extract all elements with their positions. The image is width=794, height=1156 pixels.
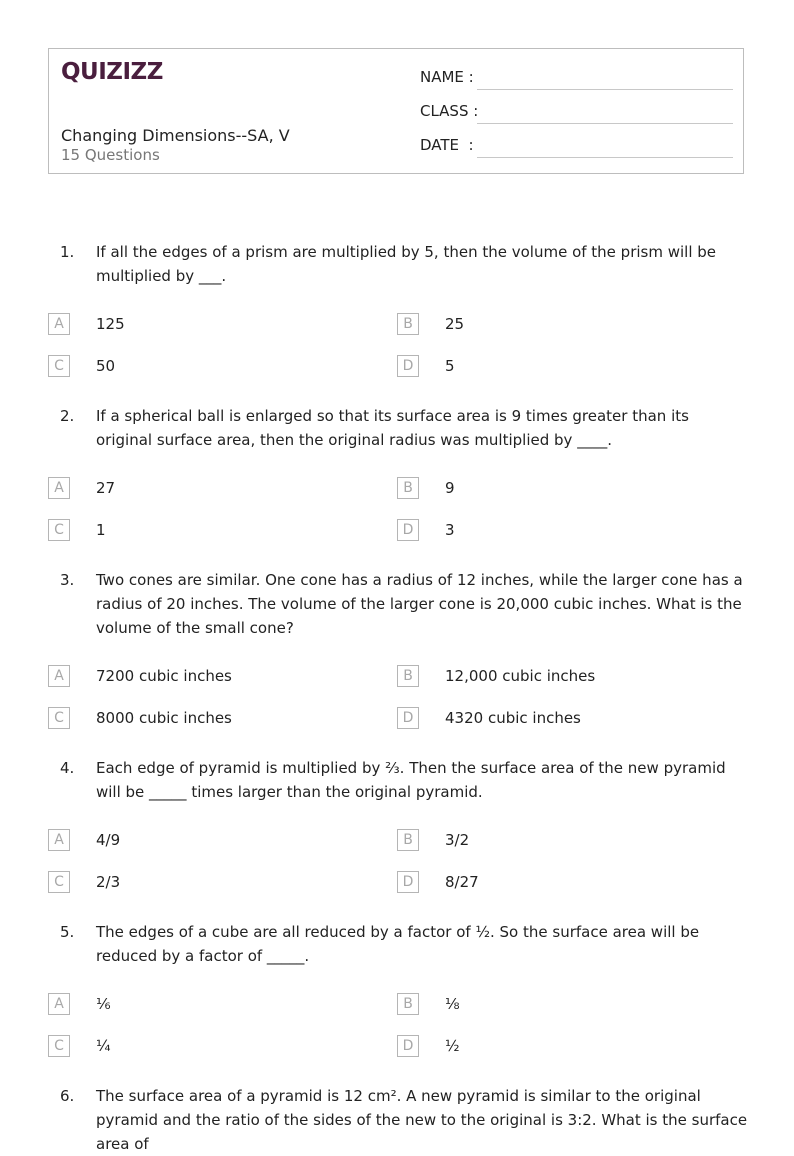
question-number: 5. xyxy=(60,923,75,941)
option-text: 5 xyxy=(445,357,455,375)
option-text: 25 xyxy=(445,315,465,333)
option-letter-box: B xyxy=(397,477,419,499)
option-text: 9 xyxy=(445,479,455,497)
question-count: 15 Questions xyxy=(61,146,160,164)
name-line xyxy=(477,89,733,90)
option-text: 7200 cubic inches xyxy=(96,667,232,685)
option-letter-box: B xyxy=(397,829,419,851)
option-text: ½ xyxy=(445,1037,460,1055)
option-letter-box: B xyxy=(397,665,419,687)
question-text: If a spherical ball is enlarged so that its surface area is 9 times greater than its original surface area, then the original radius was multiplied by ____. xyxy=(96,407,689,449)
question-text: Each edge of pyramid is multiplied by ⅔. Then the surface area of the new pyramid will be _____ times larger than the original pyramid. xyxy=(96,759,726,801)
option-text: 3/2 xyxy=(445,831,470,849)
option-text: 27 xyxy=(96,479,116,497)
question-number: 4. xyxy=(60,759,75,777)
option-letter-box: A xyxy=(48,829,70,851)
option-text: 125 xyxy=(96,315,125,333)
question-number: 6. xyxy=(60,1087,75,1105)
option-text: ⅙ xyxy=(96,995,111,1013)
question-number: 3. xyxy=(60,571,75,589)
option-letter-box: C xyxy=(48,1035,70,1057)
option-text: 1 xyxy=(96,521,106,539)
option-letter-box: C xyxy=(48,871,70,893)
date-line xyxy=(477,157,733,158)
name-label: NAME : xyxy=(420,68,474,86)
option-letter-box: A xyxy=(48,477,70,499)
option-letter-box: D xyxy=(397,871,419,893)
option-letter-box: C xyxy=(48,355,70,377)
option-text: 8000 cubic inches xyxy=(96,709,232,727)
option-letter-box: C xyxy=(48,519,70,541)
option-text: 3 xyxy=(445,521,455,539)
option-letter-box: A xyxy=(48,313,70,335)
class-line xyxy=(477,123,733,124)
option-letter-box: B xyxy=(397,993,419,1015)
worksheet-title: Changing Dimensions--SA, V xyxy=(61,126,290,145)
option-text: 8/27 xyxy=(445,873,479,891)
option-letter-box: D xyxy=(397,355,419,377)
question-text: The edges of a cube are all reduced by a factor of ½. So the surface area will be reduced by a factor of _____. xyxy=(96,923,700,965)
option-letter-box: A xyxy=(48,665,70,687)
class-label: CLASS : xyxy=(420,102,479,120)
question-text: The surface area of a pyramid is 12 cm². A new pyramid is similar to the original pyramid and the ratio of the sides of the new to the original is 3:2. What is the surface area of xyxy=(96,1087,748,1153)
option-letter-box: A xyxy=(48,993,70,1015)
question-number: 2. xyxy=(60,407,75,425)
option-text: ¼ xyxy=(96,1037,111,1055)
option-text: 4/9 xyxy=(96,831,121,849)
option-letter-box: D xyxy=(397,707,419,729)
option-letter-box: B xyxy=(397,313,419,335)
option-text: ⅛ xyxy=(445,995,460,1013)
question-text: If all the edges of a prism are multiplied by 5, then the volume of the prism will be multiplied by ___. xyxy=(96,243,717,285)
option-text: 50 xyxy=(96,357,116,375)
option-text: 2/3 xyxy=(96,873,121,891)
question-number: 1. xyxy=(60,243,75,261)
option-letter-box: C xyxy=(48,707,70,729)
option-letter-box: D xyxy=(397,1035,419,1057)
question-text: Two cones are similar. One cone has a radius of 12 inches, while the larger cone has a radius of 20 inches. The volume of the larger cone is 20,000 cubic inches. What is the volume of the small cone? xyxy=(96,571,743,637)
option-letter-box: D xyxy=(397,519,419,541)
option-text: 4320 cubic inches xyxy=(445,709,581,727)
quizizz-logo: QUIZIZZ xyxy=(61,59,163,85)
worksheet-header xyxy=(48,48,744,174)
date-label: DATE : xyxy=(420,136,474,154)
option-text: 12,000 cubic inches xyxy=(445,667,596,685)
